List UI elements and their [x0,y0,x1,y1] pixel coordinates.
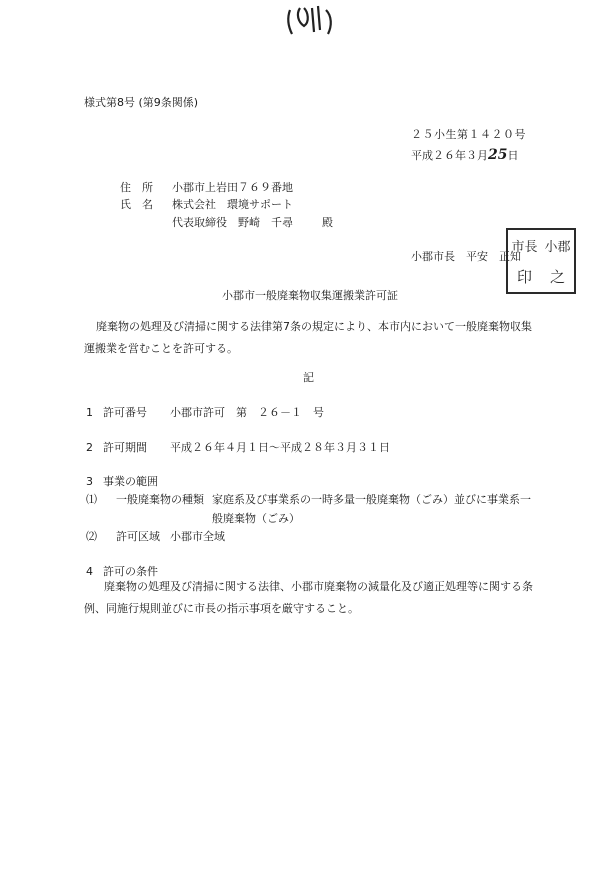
seal-char: 之 [549,268,565,286]
document-date-prefix: 平成２６年３月 [411,149,488,162]
ki-heading: 記 [303,371,314,384]
document-date-day: 25 [488,147,508,163]
item3-sub1-number: ⑴ [86,493,97,506]
document-number: ２５小生第１４２０号 [411,128,526,141]
item3-sub1-value-line1: 家庭系及び事業系の一時多量一般廃棄物（ごみ）並びに事業系一 [212,493,531,506]
form-label: 様式第8号 (第9条関係) [84,96,199,109]
item4-label: 許可の条件 [103,565,158,578]
seal-char: 小郡 [544,240,571,255]
document-date [411,148,518,162]
item3-sub2-number: ⑵ [86,530,97,543]
item2-number: 2 [86,441,93,454]
item4-number: 4 [86,565,93,578]
seal-char: 印 [516,268,532,286]
name-label: 氏 名 [120,198,153,211]
item3-number: 3 [86,475,93,488]
item3-sub2-value: 小郡市全域 [170,530,225,543]
honorific: 殿 [322,216,333,229]
item1-label: 許可番号 [103,406,147,419]
item1-value: 小郡市許可 第 ２６－１ 号 [170,406,324,419]
item1-number: 1 [86,406,93,419]
company-name: 株式会社 環境サポート [172,198,293,211]
body-text: 廃棄物の処理及び清掃に関する法律第7条の規定により、本市内において一般廃棄物収集運搬業を営むことを許可する。 [84,320,532,355]
document-title: 小郡市一般廃棄物収集運搬業許可証 [222,289,398,302]
item2-value: 平成２６年４月１日～平成２８年３月３１日 [170,441,390,454]
item2-label: 許可期間 [103,441,147,454]
address-value: 小郡市上岩田７６９番地 [172,181,293,194]
item4-text: 廃棄物の処理及び清掃に関する法律、小郡市廃棄物の減量化及び適正処理等に関する条例、同施行規則並びに市長の指示事項を厳守すること。 [84,580,533,615]
address-label: 住 所 [120,181,153,194]
official-seal [506,228,576,294]
handwritten-mark [282,0,342,40]
item3-sub1-label: 一般廃棄物の種類 [116,493,204,506]
issuer-name: 小郡市長 平安 正知 [411,250,521,263]
item3-label: 事業の範囲 [103,475,158,488]
item3-sub2-label: 許可区域 [116,530,160,543]
representative-name: 代表取締役 野崎 千尋 [172,216,293,229]
seal-char: 市長 [511,240,538,255]
document-date-suffix: 日 [507,149,519,162]
item3-sub1-value-line2: 般廃棄物（ごみ） [212,512,300,525]
